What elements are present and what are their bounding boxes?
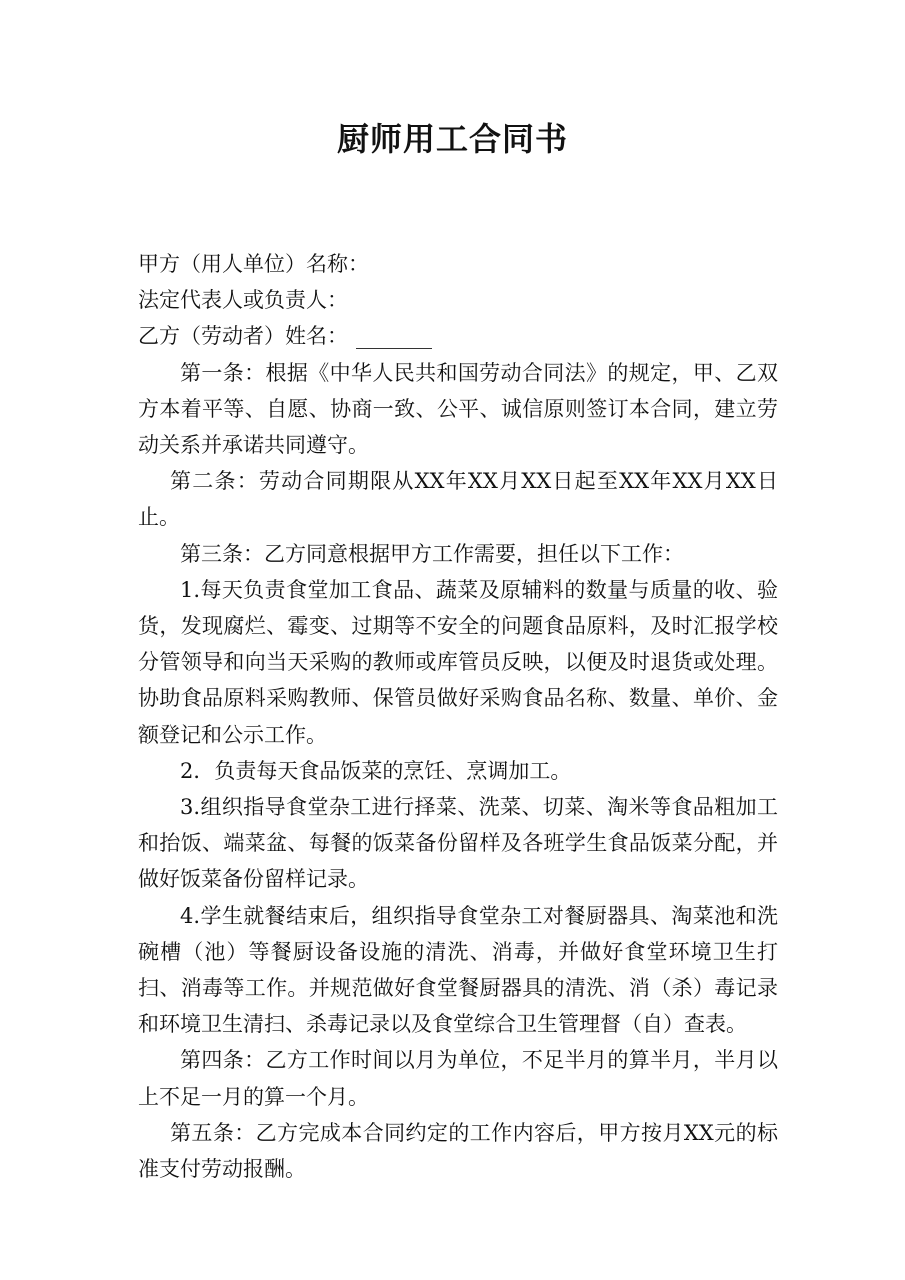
legal-representative: 法定代表人或负责人：: [138, 288, 348, 313]
article-4: 第四条：乙方工作时间以月为单位，不足半月的算半月，半月以上不足一月的算一个月。: [138, 1048, 778, 1109]
article-1: 第一条：根据《中华人民共和国劳动合同法》的规定，甲、乙双方本着平等、自愿、协商一致、公平、诚信原则签订本合同，建立劳动关系并承诺共同遵守。: [138, 360, 778, 458]
work-item-1: 1.每天负责食堂加工食品、蔬菜及原辅料的数量与质量的收、验货，发现腐烂、霉变、过期等不安全的问题食品原料，及时汇报学校分管领导和向当天采购的教师或库管员反映，以便及时退货或处理。协助食品原料采购教师、保管员做好采购食品名称、数量、单价、金额登记和公示工作。: [138, 577, 778, 747]
contract-body: [138, 246, 778, 1187]
article-3: 第三条：乙方同意根据甲方工作需要，担任以下工作：: [180, 541, 684, 566]
article-2: 第二条：劳动合同期限从XX年XX月XX日起至XX年XX月XX日止。: [138, 469, 778, 530]
party-b-name-label: 乙方（劳动者）姓名：: [138, 324, 348, 349]
party-b-name-line: [138, 318, 778, 354]
document-title: 厨师用工合同书: [336, 120, 568, 158]
name-blank-field: [356, 326, 432, 349]
work-item-3: 3.组织指导食堂杂工进行择菜、洗菜、切菜、淘米等食品粗加工和抬饭、端菜盆、每餐的饭菜备份留样及各班学生食品饭菜分配，并做好饭菜备份留样记录。: [138, 795, 778, 892]
article-5: 第五条：乙方完成本合同约定的工作内容后，甲方按月XX元的标准支付劳动报酬。: [138, 1120, 778, 1182]
party-a-name: 甲方（用人单位）名称：: [138, 252, 369, 276]
work-item-4: 4.学生就餐结束后，组织指导食堂杂工对餐厨器具、淘菜池和洗碗槽（池）等餐厨设备设施的清洗、消毒，并做好食堂环境卫生打扫、消毒等工作。并规范做好食堂餐厨器具的清洗、消（杀）毒记录和环境卫生清扫、杀毒记录以及食堂综合卫生管理督（自）查表。: [138, 903, 778, 1037]
work-item-2: 2．负责每天食品饭菜的烹饪、烹调加工。: [180, 758, 572, 783]
